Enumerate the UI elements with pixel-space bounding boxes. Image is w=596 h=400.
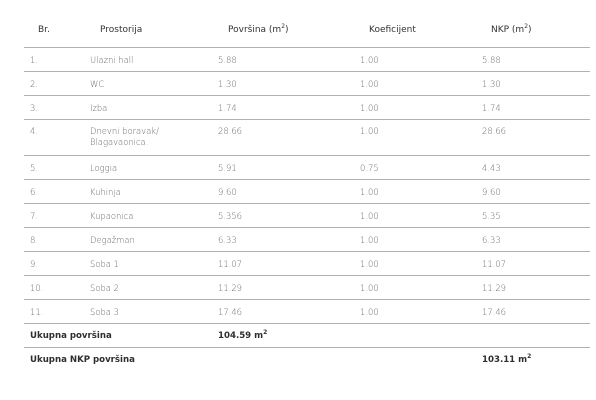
table-row <box>24 96 590 120</box>
table-header <box>24 14 590 48</box>
row-koef: 1.00 <box>360 55 379 65</box>
table-row <box>24 120 590 156</box>
row-name: Soba 3 <box>90 307 119 317</box>
row-name: Soba 2 <box>90 283 119 293</box>
row-br: 2. <box>30 79 38 89</box>
row-name: Soba 1 <box>90 259 119 269</box>
row-name: Ulazni hall <box>90 55 134 65</box>
row-br: 7. <box>30 211 38 221</box>
row-nkp: 1.30 <box>482 79 501 89</box>
row-area: 5.88 <box>218 55 237 65</box>
row-nkp: 17.46 <box>482 307 506 317</box>
row-koef: 1.00 <box>360 126 379 136</box>
row-area: 17.46 <box>218 307 242 317</box>
row-br: 1. <box>30 55 38 65</box>
row-area: 5.356 <box>218 211 242 221</box>
row-area: 1.30 <box>218 79 237 89</box>
row-br: 4. <box>30 126 38 136</box>
total-area-value <box>218 331 267 342</box>
row-name: Izba <box>90 103 108 113</box>
row-nkp: 11.29 <box>482 283 506 293</box>
table-row <box>24 72 590 96</box>
row-area: 6.33 <box>218 235 237 245</box>
table-row <box>24 204 590 228</box>
header-povrsina-sup: 2 <box>281 23 286 30</box>
row-br: 8. <box>30 235 38 245</box>
row-koef: 0.75 <box>360 163 379 173</box>
total-nkp-row <box>24 348 590 374</box>
row-nkp: 5.88 <box>482 55 501 65</box>
row-area: 1.74 <box>218 103 237 113</box>
row-name: Degažman <box>90 235 135 245</box>
table-row <box>24 300 590 324</box>
row-name: Kuhinja <box>90 187 121 197</box>
total-nkp-number: 103.11 m <box>482 355 528 365</box>
row-koef: 1.00 <box>360 211 379 221</box>
row-name: Dnevni boravak/ Blagavaonica. <box>90 126 159 147</box>
table-row <box>24 180 590 204</box>
header-nkp-close: ) <box>528 25 532 35</box>
row-name: Loggia <box>90 163 118 173</box>
row-nkp: 5.35 <box>482 211 501 221</box>
row-koef: 1.00 <box>360 307 379 317</box>
row-koef: 1.00 <box>360 79 379 89</box>
row-br: 10. <box>30 283 44 293</box>
table-row <box>24 48 590 72</box>
row-area: 9.60 <box>218 187 237 197</box>
header-povrsina <box>228 25 289 36</box>
row-area: 28.66 <box>218 126 242 136</box>
row-br: 5. <box>30 163 38 173</box>
total-nkp-value <box>482 355 531 366</box>
row-nkp: 28.66 <box>482 126 506 136</box>
total-nkp-sup: 2 <box>527 353 532 361</box>
row-nkp: 4.43 <box>482 163 501 173</box>
header-nkp <box>491 25 532 36</box>
row-br: 3. <box>30 103 38 113</box>
total-area-sup: 2 <box>263 329 268 337</box>
total-area-label: Ukupna površina <box>30 331 112 341</box>
header-nkp-text: NKP (m <box>491 25 525 35</box>
header-povrsina-text: Površina (m <box>228 25 282 35</box>
table-row <box>24 228 590 252</box>
row-br: 6. <box>30 187 38 197</box>
row-koef: 1.00 <box>360 259 379 269</box>
row-area: 11.29 <box>218 283 242 293</box>
row-koef: 1.00 <box>360 235 379 245</box>
row-nkp: 1.74 <box>482 103 501 113</box>
row-area: 5.91 <box>218 163 237 173</box>
header-br: Br. <box>38 25 50 35</box>
row-koef: 1.00 <box>360 283 379 293</box>
header-nkp-sup: 2 <box>524 23 529 30</box>
row-name: WC <box>90 79 105 89</box>
room-area-table <box>24 14 590 374</box>
table-row <box>24 276 590 300</box>
row-nkp: 9.60 <box>482 187 501 197</box>
row-koef: 1.00 <box>360 187 379 197</box>
table-row <box>24 156 590 180</box>
table-row <box>24 252 590 276</box>
row-koef: 1.00 <box>360 103 379 113</box>
row-br: 11. <box>30 307 44 317</box>
header-koeficijent: Koeficijent <box>369 25 416 35</box>
row-name: Kupaonica <box>90 211 134 221</box>
row-br: 9. <box>30 259 38 269</box>
total-area-row <box>24 324 590 348</box>
row-nkp: 11.07 <box>482 259 506 269</box>
header-prostorija: Prostorija <box>100 25 143 35</box>
header-povrsina-close: ) <box>285 25 289 35</box>
total-area-number: 104.59 m <box>218 331 264 341</box>
row-area: 11.07 <box>218 259 242 269</box>
row-nkp: 6.33 <box>482 235 501 245</box>
total-nkp-label: Ukupna NKP površina <box>30 355 135 365</box>
